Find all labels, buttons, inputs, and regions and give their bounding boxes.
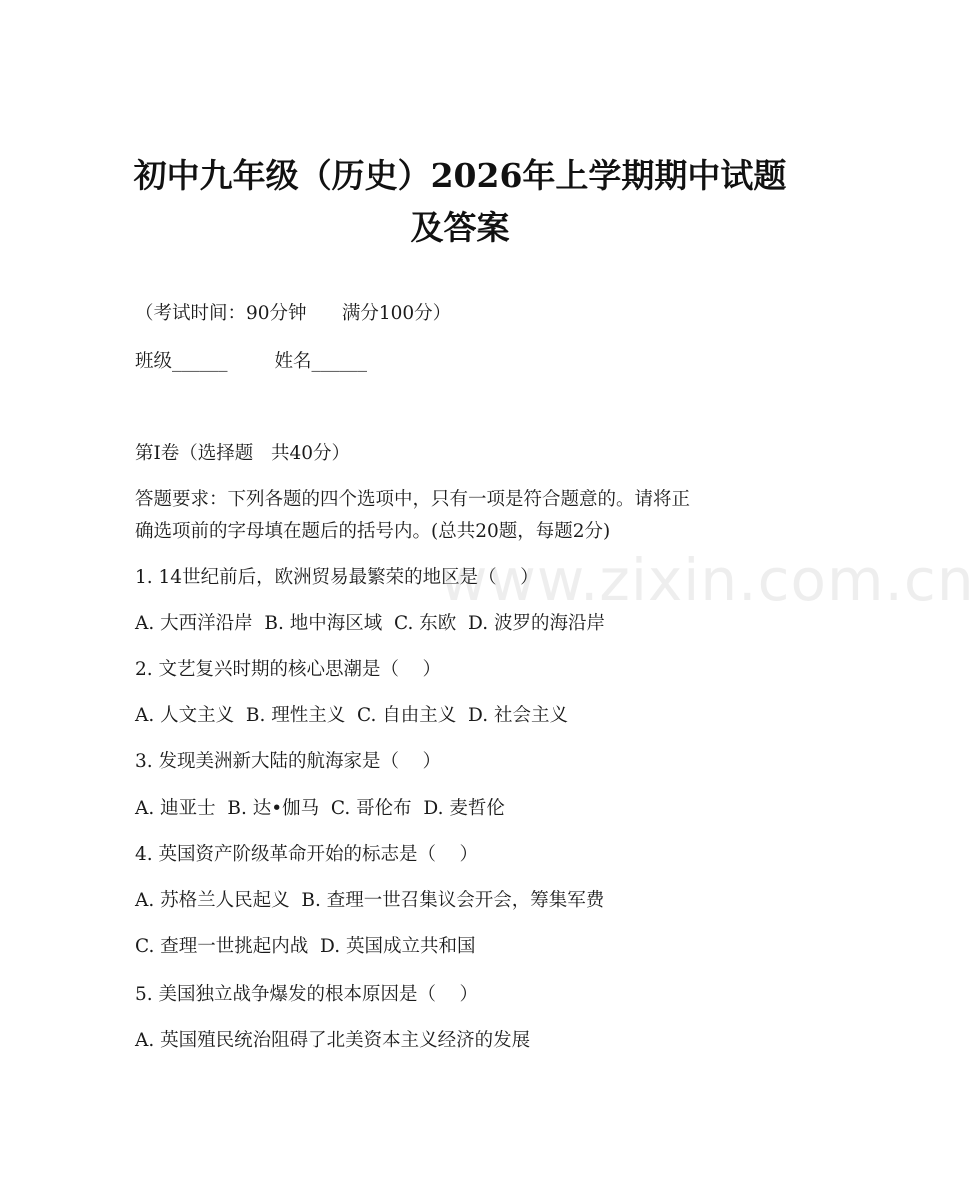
student-fields: 班级______ 姓名______ <box>135 351 368 372</box>
question-stem: 4. 英国资产阶级革命开始的标志是（ ） <box>135 844 479 865</box>
question-options: A. 迪亚士 B. 达•伽马 C. 哥伦布 D. 麦哲伦 <box>135 798 505 819</box>
watermark: www.zixin.com.cn <box>440 546 975 614</box>
question-stem: 2. 文艺复兴时期的核心思潮是（ ） <box>135 659 442 680</box>
question-options: C. 查理一世挑起内战 D. 英国成立共和国 <box>135 936 476 957</box>
question-stem: 5. 美国独立战争爆发的根本原因是（ ） <box>135 984 479 1005</box>
question-stem: 1. 14世纪前后，欧洲贸易最繁荣的地区是（ ） <box>135 567 539 588</box>
section-heading: 第Ⅰ卷（选择题 共40分） <box>135 443 350 464</box>
question-options: A. 英国殖民统治阻碍了北美资本主义经济的发展 <box>135 1030 531 1051</box>
document-title-line-2: 及答案 <box>410 208 510 247</box>
instructions-line-2: 确选项前的字母填在题后的括号内。(总共20题，每题2分) <box>135 521 611 542</box>
document-title-line-1: 初中九年级（历史）2026年上学期期中试题 <box>133 156 787 195</box>
question-options: A. 大西洋沿岸 B. 地中海区域 C. 东欧 D. 波罗的海沿岸 <box>135 613 605 634</box>
exam-info: （考试时间：90分钟 满分100分） <box>135 303 452 324</box>
question-options: A. 人文主义 B. 理性主义 C. 自由主义 D. 社会主义 <box>135 705 568 726</box>
instructions-line-1: 答题要求：下列各题的四个选项中，只有一项是符合题意的。请将正 <box>135 489 691 510</box>
question-stem: 3. 发现美洲新大陆的航海家是（ ） <box>135 751 442 772</box>
question-options: A. 苏格兰人民起义 B. 查理一世召集议会开会，筹集军费 <box>135 890 605 911</box>
